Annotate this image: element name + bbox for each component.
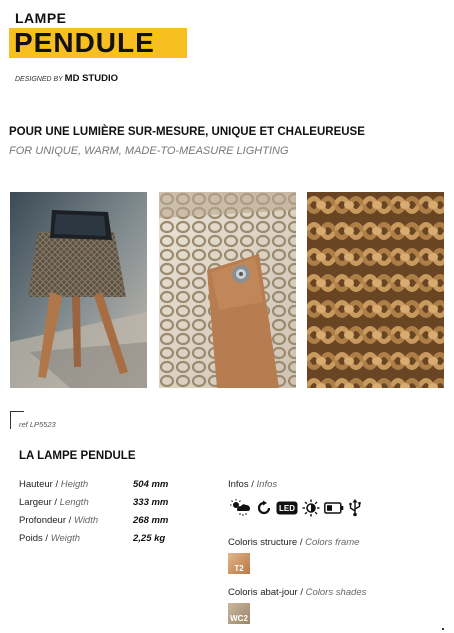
feature-icons	[228, 498, 362, 518]
studio-name: MD STUDIO	[64, 73, 118, 84]
colors-frame-title: Coloris structure / Colors frame	[228, 537, 360, 548]
svg-text:LED: LED	[279, 504, 295, 513]
spec-label-width: Profondeur / Width	[19, 515, 99, 526]
designer-credit	[15, 73, 118, 84]
title-line-2: PENDULE	[14, 27, 155, 58]
designed-by-label: DESIGNED BY	[15, 76, 63, 83]
spec-label-length: Largeur / Length	[19, 497, 89, 508]
frame-color-code: T2	[234, 564, 244, 573]
light-intensity-icon	[302, 499, 320, 517]
spec-label-weight: Poids / Weigth	[19, 533, 81, 544]
shade-color-code: WC2	[230, 614, 248, 623]
spec-value-weight: 2,25 kg	[133, 533, 166, 544]
title-line-1: LAMPE	[15, 10, 67, 26]
colors-shades-title: Coloris abat-jour / Colors shades	[228, 587, 367, 598]
dimmer-cycle-icon	[256, 500, 272, 516]
lamp-photo	[10, 192, 147, 388]
infos-title: Infos / Infos	[228, 479, 278, 490]
product-title: LA LAMPE PENDULE	[19, 450, 136, 462]
spec-value-length: 333 mm	[133, 497, 169, 508]
led-icon	[276, 501, 298, 515]
product-reference: ref LP5523	[19, 420, 56, 429]
lamp-detail-photo	[159, 192, 296, 388]
outdoor-weather-icon	[228, 499, 252, 517]
usb-icon	[348, 499, 362, 517]
rope-weave-photo	[307, 192, 444, 388]
spec-label-height: Hauteur / Heigth	[19, 479, 89, 490]
tagline-en: FOR UNIQUE, WARM, MADE-TO-MEASURE LIGHTING	[9, 145, 289, 157]
frame-color-swatch[interactable]	[228, 553, 250, 574]
spec-value-width: 268 mm	[133, 515, 169, 526]
battery-icon	[324, 502, 344, 514]
tagline-fr: POUR UNE LUMIÈRE SUR-MESURE, UNIQUE ET CHALEUREUSE	[9, 126, 365, 138]
page-dot	[442, 628, 444, 630]
shade-color-swatch[interactable]	[228, 603, 250, 624]
spec-value-height: 504 mm	[133, 479, 169, 490]
